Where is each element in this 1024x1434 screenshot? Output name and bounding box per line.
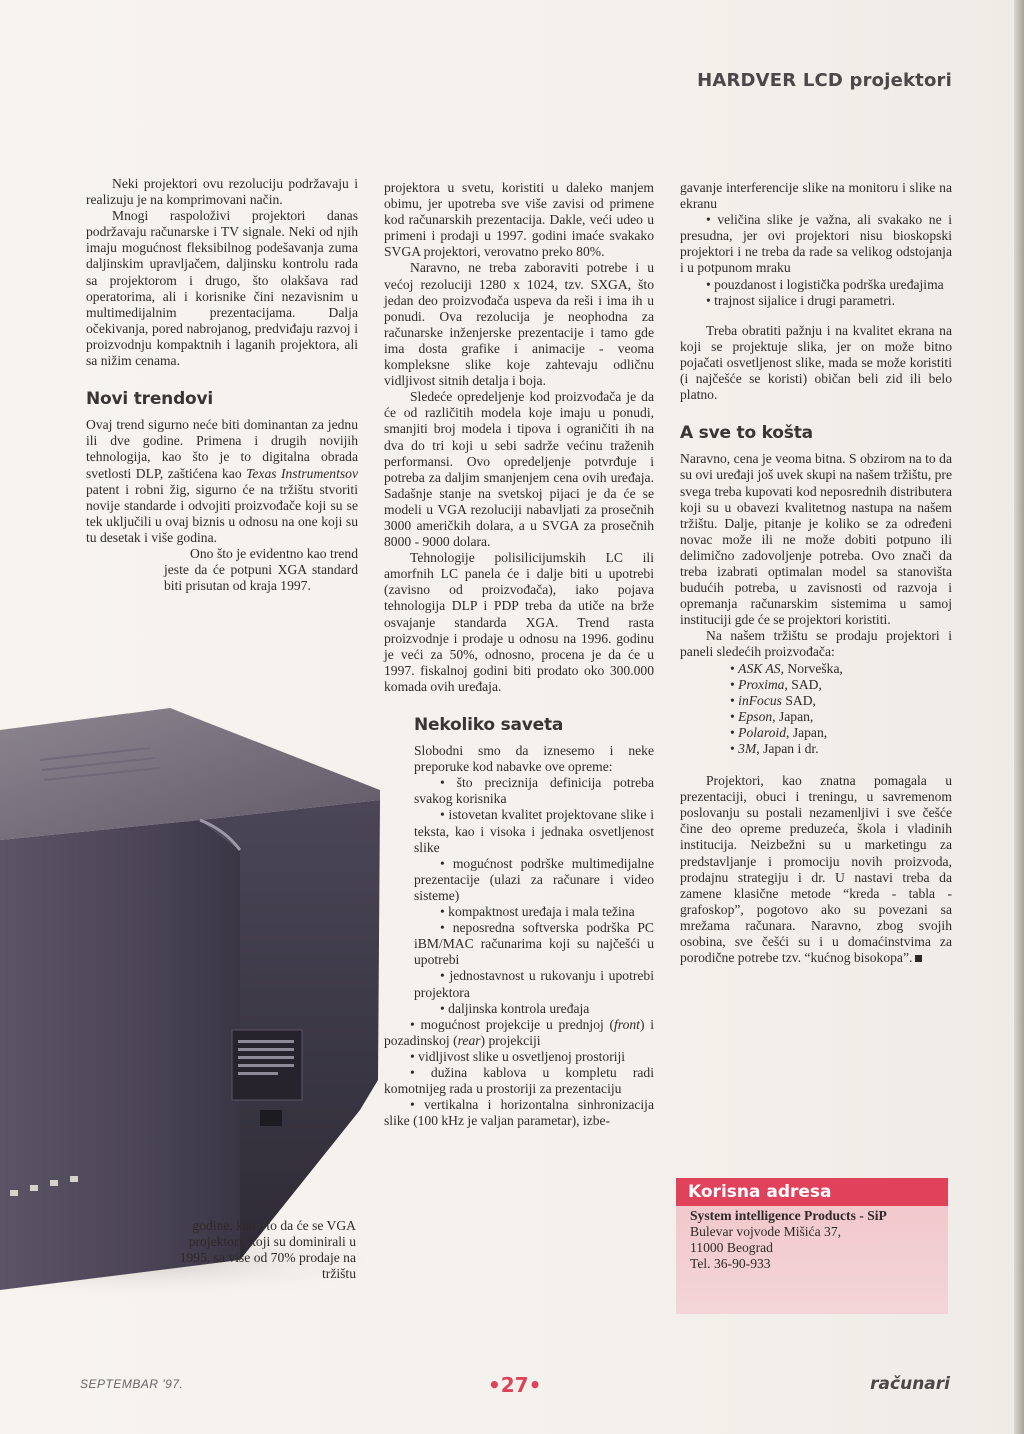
box-title: Korisna adresa xyxy=(676,1178,948,1206)
list-item: • pouzdanost i logistička podrška uređajima xyxy=(706,276,944,292)
list-item: • jednostavnost u rukovanju i upotrebi projektora xyxy=(414,968,654,1000)
list-item: • istovetan kvalitet projektovane slike i teksta, kao i visoka i jednaka osvetljenost slike xyxy=(414,807,654,855)
manufacturer-name: 3M xyxy=(738,741,757,756)
paragraph: Slobodni smo da iznesemo i neke preporuke kod nabavke ove opreme: xyxy=(414,743,654,775)
manufacturer-name: inFocus xyxy=(738,692,782,708)
list-item: • inFocus SAD, xyxy=(730,692,816,708)
projector-image xyxy=(0,700,380,1300)
list-item: • neposredna softverska podrška PC iBM/MAC računarima koji su najčešći u upotrebi xyxy=(414,920,654,968)
paragraph xyxy=(86,417,358,546)
paragraph: gavanje interferencije slike na monitoru i slike na ekranu xyxy=(680,180,952,212)
text-run: ) i pozadinskoj ( xyxy=(384,1016,654,1048)
italic-term: front xyxy=(614,1016,640,1032)
manufacturer-list xyxy=(680,661,952,758)
list-item: • vidljivost slike u osvetljenoj prostoriji xyxy=(410,1048,626,1064)
list-item: • Epson, Japan, xyxy=(730,708,814,724)
text-run: • mogućnost projekcije u prednjoj ( xyxy=(410,1016,615,1032)
manufacturer-name: Proxima xyxy=(738,676,785,692)
column-right xyxy=(680,180,952,966)
street-address: Bulevar vojvode Mišića 37, xyxy=(690,1224,842,1239)
paragraph: Mnogi raspoloživi projektori danas podržavaju računarske i TV signale. Neki od njih imaju mogućnost fleksibilnog podešavanja zuma daljinskim upravljačem, daljinsku kontrolu rada sa projektorom i drugo, što olakšava rad operatorima, ali i korisnike čini nezavisnim u multimedijalnim prezentacijama. Dalja očekivanja, pored nabrojanog, predviđaju razvoj i proizvodnju kompaktnih i laganih projektora, ali sa nižim cenama. xyxy=(86,208,358,369)
text-run: Projektori, kao znatna pomagala u prezentaciji, obuci i treningu, u savremenom poslovanju su postali nezamenljivi i sve češće čine deo opreme preduzeća, škola i vladinih institucija. Neizbežni su u marketingu za predstavljanje i promociju novih proizvoda, prodajnu strategiju i dr. U nastavi treba da zamene klasične metode “kreda - tabla - grafoskop”, pogotovo ako su povezani sa mrežama računara. Naravno, zbog svojih osobina, sve češći su i u domaćinstvima za porodične potrebe tzv. “kućnog bisokopa”. xyxy=(680,773,952,966)
manufacturer-country: , Norveška, xyxy=(780,660,843,676)
list-item: • veličina slike je važna, ali svakako ne i presudna, jer ovi projektori nisu bioskopski projektori i ne treba da rade sa velikog odstojanja i u potpunom mraku xyxy=(680,212,952,276)
issue-date: SEPTEMBAR '97. xyxy=(80,1377,184,1391)
list-item: • 3M, Japan i dr. xyxy=(730,741,819,756)
italic-term: rear xyxy=(457,1032,481,1048)
address-lines xyxy=(676,1206,948,1274)
paragraph: Tehnologije polisilicijumskih LC ili amorfnih LC panela će i dalje biti u upotrebi (zavisno od proizvođača), iako pojava tehnologija DLP i PDP treba da utiče na brže osvajanje standarda XGA. Trend rasta proizvodnje i prodaje u odnosu na 1996. godinu je veći za 50%, odnosno, procena je da će u 1997. fiskalnoj godini biti prodato oko 300.000 komada ovih uređaja. xyxy=(384,550,654,694)
useful-address-box xyxy=(676,1178,948,1314)
manufacturer-country: , Japan, xyxy=(772,708,814,724)
page-edge-shadow xyxy=(1014,0,1024,1434)
list-item: • dužina kablova u kompletu radi komotnijeg rada u prostoriji za prezentaciju xyxy=(384,1064,654,1097)
magazine-name: računari xyxy=(870,1374,950,1394)
page-number: •27• xyxy=(488,1373,542,1397)
paragraph: Naravno, cena je veoma bitna. S obzirom na to da su ovi uređaji još uvek skupi na našem tržištu, pre svega treba kupovati kod neposrednih distributera koji su u obavezi kvalitetnog nastupa na našem tržištu. Dalje, pitanje je koliko se za određeni novac može ili ne može dobiti potpuno ili delimično zadovoljenje potreba. Ovo znači da treba izabrati optimalan model sa stanovišta budućih potreba, u zavisnosti od razvoja i opremanja računarskim sistemima u samoj instituciji gde će se projektori koristiti. xyxy=(680,451,952,628)
text-run: patent i robni žig, sigurno će na tržištu stvoriti novije standarde i odvojiti proizvođače koji su se tek uključili u ovaj biznis u odnosu na one koji su tu desetak i više godina. xyxy=(86,481,358,545)
column-middle xyxy=(384,180,654,1129)
list-item: • što preciznija definicija potreba svakog korisnika xyxy=(414,775,654,807)
manufacturer-country: , Japan i dr. xyxy=(756,741,819,756)
list-item: • Polaroid, Japan, xyxy=(730,724,828,740)
text-run: ) projekciji xyxy=(480,1032,541,1048)
paragraph-continued: godine, kao i to da će se VGA projektori, koji su dominirali u 1995. sa više od 70% prodaje na tržištu xyxy=(179,1218,356,1282)
list-item: • vertikalna i horizontalna sinhronizacija slike (100 kHz je valjan parametar), izbe- xyxy=(384,1097,654,1129)
list-item: • ASK AS, Norveška, xyxy=(730,660,843,676)
paragraph: Sledeće opredeljenje kod proizvođača je da će od različitih modela koje imaju u ponudi, smanjiti broj modela i tipova i ograničiti ih na dva do tri koji u sebi sadrže većinu traženih performansi. Ovo opredeljenje potvrđuje i potreba za daljim smanjenjem cena ovih uređaja. Sadašnje stanje na svetskoj pijaci je da će se modeli u VGA rezoluciji nabavljati za prosečnih 3000 američkih dolara, a u SVGA za prosečnih 8000 - 9000 dolara. xyxy=(384,389,654,550)
list-item: • kompaktnost uređaja i mala težina xyxy=(440,904,635,920)
list-item: • Proxima, SAD, xyxy=(730,676,822,692)
list-item xyxy=(384,1017,654,1049)
end-of-article-mark xyxy=(915,955,922,962)
city: 11000 Beograd xyxy=(690,1240,773,1255)
list-item: • daljinska kontrola uređaja xyxy=(440,1000,590,1016)
manufacturer-country: , SAD, xyxy=(784,676,822,692)
paragraph: Neki projektori ovu rezoluciju podržavaju i realizuju je na komprimovani način. xyxy=(86,176,358,208)
company-name: System intelligence Products - SiP xyxy=(690,1208,887,1223)
subheading-cost: A sve to košta xyxy=(680,423,813,444)
phone: Tel. 36-90-933 xyxy=(690,1256,771,1271)
manufacturer-name: Epson xyxy=(738,708,773,724)
paragraph xyxy=(680,773,952,966)
section-header: HARDVER LCD projektori xyxy=(697,70,952,91)
manufacturer-country: , Japan, xyxy=(786,724,828,740)
power-socket xyxy=(260,1110,282,1126)
subheading-new-trends: Novi trendovi xyxy=(86,389,214,410)
column-left xyxy=(86,176,358,594)
advice-list xyxy=(384,775,654,1016)
text-run: Ovaj trend sigurno neće biti dominantan za jednu ili dve godine. Primena i drugih novijih tehnologija, kao što je to digitalna obrada svetlosti DLP, zaštićena kao xyxy=(86,417,358,481)
paragraph: Naravno, ne treba zaboraviti potrebe i u većoj rezoluciji 1280 x 1024, tzv. SXGA, što jedan deo proizvođača uspeva da reši i ima ih u ponudi. Ova rezolucija je neophodna za računarske inženjerske prezentacije i tamo gde ima dosta grafike i animacije - veoma kompleksne slike koje zahtevaju odličnu vidljivost sitnih detalja i boja. xyxy=(384,260,654,389)
paragraph: Na našem tržištu se prodaju projektori i paneli sledećih proizvođača: xyxy=(680,628,952,660)
manufacturer-country: SAD, xyxy=(781,692,816,708)
paragraph-right-aligned: Ono što je evidentno kao trend jeste da će potpuni XGA standard biti prisutan od kraja 1997. xyxy=(164,545,358,594)
subheading-advice: Nekoliko saveta xyxy=(414,715,564,735)
paragraph: Treba obratiti pažnju i na kvalitet ekrana na koji se projektuje slika, jer on može bitno pojačati osvetljenost slike, mada se može koristiti (i najčešće se koristi) običan beli zid ili belo platno. xyxy=(680,322,952,403)
manufacturer-name: Polaroid xyxy=(738,724,787,740)
list-item: • mogućnost podrške multimedijalne prezentacije (ulazi za računare i video sisteme) xyxy=(414,855,654,903)
manufacturer-name: ASK AS xyxy=(738,660,781,676)
list-item: • trajnost sijalice i drugi parametri. xyxy=(706,292,895,308)
paragraph: projektora u svetu, koristiti u daleko manjem obimu, jer upotreba sve više zavisi od primene kod računarskih prezentacija. Dakle, veći udeo u primeni i prodaji u 1997. godini imaće svakako SVGA projektori, verovatno preko 80%. xyxy=(384,180,654,260)
italic-term: Texas Instrumentsov xyxy=(246,465,359,481)
